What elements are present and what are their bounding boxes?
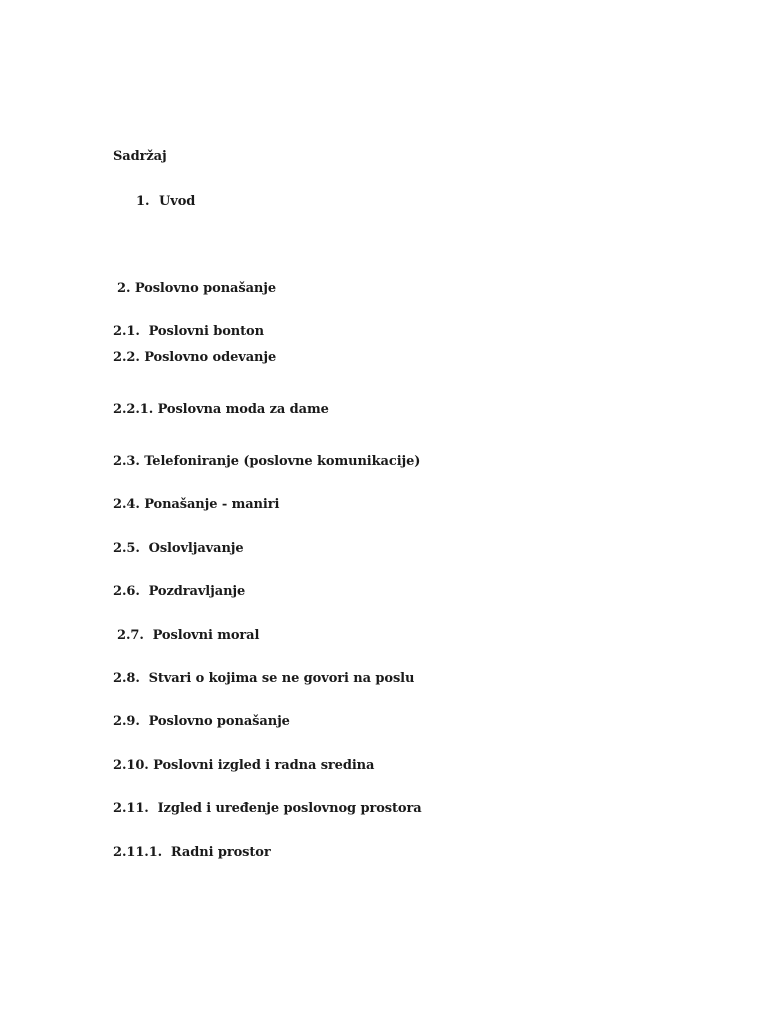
toc-entry-title: Poslovno ponašanje [148, 714, 290, 729]
toc-entry-number: 2.7. [117, 628, 144, 643]
toc-entry-poslovni-moral [117, 628, 259, 644]
toc-entry-title: Stvari o kojima se ne govori na poslu [148, 671, 415, 686]
toc-entry-number: 2.1. [113, 324, 140, 339]
toc-entry-ponasanje-maniri [113, 497, 279, 513]
toc-entry-title: Uvod [159, 194, 196, 209]
toc-entry-poslovni-bonton [113, 324, 264, 340]
toc-entry-title: Poslovni izgled i radna sredina [153, 758, 375, 773]
toc-entry-radni-prostor [113, 845, 271, 861]
toc-entry-number: 2.8. [113, 671, 140, 686]
toc-entry-title: Pozdravljanje [148, 584, 246, 599]
toc-heading: Sadržaj [113, 149, 167, 164]
toc-entry-telefoniranje [113, 454, 420, 470]
toc-entry-poslovna-moda [113, 402, 329, 418]
toc-entry-title: Poslovni moral [152, 628, 260, 643]
toc-entry-oslovljavanje [113, 541, 244, 557]
toc-entry-number: 1. [136, 194, 150, 209]
toc-entry-number: 2.2. [113, 350, 140, 365]
toc-entry-title: Poslovno odevanje [144, 350, 277, 365]
toc-entry-title: Ponašanje - maniri [144, 497, 280, 512]
toc-entry-uvod [136, 194, 195, 210]
toc-entry-number: 2.10. [113, 758, 149, 773]
toc-entry-number: 2.11. [113, 801, 149, 816]
toc-entry-izgled-uredjenje [113, 801, 422, 817]
toc-entry-title: Poslovno ponašanje [134, 281, 277, 296]
toc-entry-number: 2. [117, 281, 131, 296]
toc-entry-poslovno-odevanje [113, 350, 276, 366]
toc-entry-number: 2.6. [113, 584, 140, 599]
toc-entry-number: 2.11.1. [113, 845, 163, 860]
toc-entry-number: 2.3. [113, 454, 140, 469]
toc-entry-number: 2.2.1. [113, 402, 154, 417]
toc-entry-poslovni-izgled [113, 758, 374, 774]
toc-entry-title: Radni prostor [170, 845, 271, 860]
toc-entry-title: Poslovni bonton [148, 324, 264, 339]
toc-entry-stvari [113, 671, 414, 687]
toc-entry-poslovno-ponasanje-2 [113, 714, 290, 730]
toc-entry-title: Telefoniranje (poslovne komunikacije) [144, 454, 421, 469]
toc-entry-number: 2.9. [113, 714, 140, 729]
toc-entry-title: Poslovna moda za dame [157, 402, 329, 417]
toc-entry-number: 2.4. [113, 497, 140, 512]
toc-entry-title: Oslovljavanje [148, 541, 244, 556]
toc-entry-poslovno-ponasanje [117, 281, 276, 297]
toc-entry-title: Izgled i uređenje poslovnog prostora [157, 801, 422, 816]
toc-entry-pozdravljanje [113, 584, 245, 600]
toc-entry-number: 2.5. [113, 541, 140, 556]
